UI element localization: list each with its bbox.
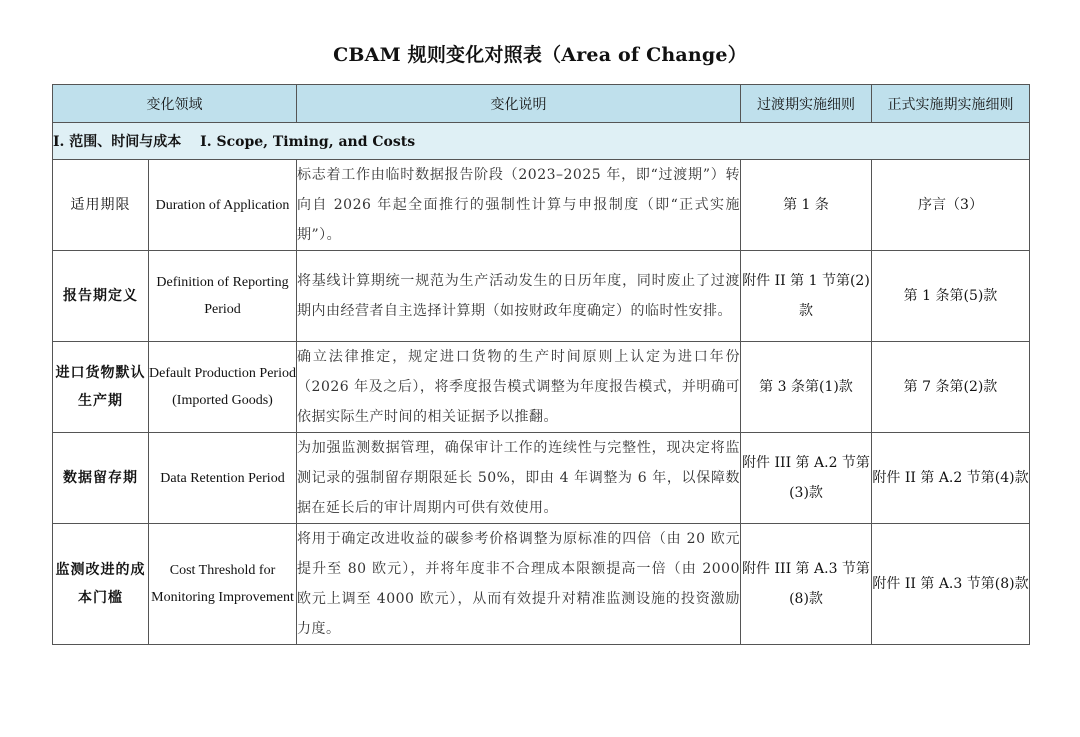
change-description: 标志着工作由临时数据报告阶段（2023–2025 年，即“过渡期”）转向自 2026 年起全面推行的强制性计算与申报制度（即“正式实施期”）。 <box>297 160 741 251</box>
area-en: Default Production Period (Imported Goods) <box>149 342 297 433</box>
area-en: Cost Threshold for Monitoring Improvement <box>149 524 297 645</box>
table-row <box>53 524 1030 645</box>
definitive-ref: 第 7 条第(2)款 <box>872 342 1030 433</box>
table-row <box>53 433 1030 524</box>
definitive-ref: 第 1 条第(5)款 <box>872 251 1030 342</box>
definitive-ref: 附件 II 第 A.3 节第(8)款 <box>872 524 1030 645</box>
area-zh: 适用期限 <box>53 160 149 251</box>
change-description: 将基线计算期统一规范为生产活动发生的日历年度，同时废止了过渡期内由经营者自主选择计算期（如按财政年度确定）的临时性安排。 <box>297 251 741 342</box>
area-en: Data Retention Period <box>149 433 297 524</box>
header-transitional: 过渡期实施细则 <box>741 85 872 123</box>
area-zh: 进口货物默认生产期 <box>53 342 149 433</box>
header-description: 变化说明 <box>297 85 741 123</box>
area-zh: 数据留存期 <box>53 433 149 524</box>
area-en: Duration of Application <box>149 160 297 251</box>
change-description: 确立法律推定，规定进口货物的生产时间原则上认定为进口年份（2026 年及之后），将季度报告模式调整为年度报告模式，并明确可依据实际生产时间的相关证据予以推翻。 <box>297 342 741 433</box>
transitional-ref: 第 1 条 <box>741 160 872 251</box>
table-row <box>53 251 1030 342</box>
change-description: 为加强监测数据管理，确保审计工作的连续性与完整性，现决定将监测记录的强制留存期限延长 50%，即由 4 年调整为 6 年，以保障数据在延长后的审计周期内可供有效使用。 <box>297 433 741 524</box>
change-description: 将用于确定改进收益的碳参考价格调整为原标准的四倍（由 20 欧元提升至 80 欧元），并将年度非不合理成本限额提高一倍（由 2000 欧元上调至 4000 欧元），从而有效提升对精准监测设施的投资激励力度。 <box>297 524 741 645</box>
section-title: I. 范围、时间与成本 I. Scope, Timing, and Costs <box>53 123 1030 160</box>
header-area: 变化领域 <box>53 85 297 123</box>
area-zh: 报告期定义 <box>53 251 149 342</box>
transitional-ref: 附件 III 第 A.3 节第(8)款 <box>741 524 872 645</box>
transitional-ref: 附件 II 第 1 节第(2)款 <box>741 251 872 342</box>
section-row <box>53 123 1030 160</box>
comparison-table <box>52 84 1030 645</box>
area-zh: 监测改进的成本门槛 <box>53 524 149 645</box>
area-en: Definition of Reporting Period <box>149 251 297 342</box>
transitional-ref: 附件 III 第 A.2 节第(3)款 <box>741 433 872 524</box>
page-title: CBAM 规则变化对照表（Area of Change） <box>333 44 747 66</box>
table-row <box>53 342 1030 433</box>
table-row <box>53 160 1030 251</box>
table-header-row <box>53 85 1030 123</box>
definitive-ref: 附件 II 第 A.2 节第(4)款 <box>872 433 1030 524</box>
header-definitive: 正式实施期实施细则 <box>872 85 1030 123</box>
transitional-ref: 第 3 条第(1)款 <box>741 342 872 433</box>
definitive-ref: 序言（3） <box>872 160 1030 251</box>
